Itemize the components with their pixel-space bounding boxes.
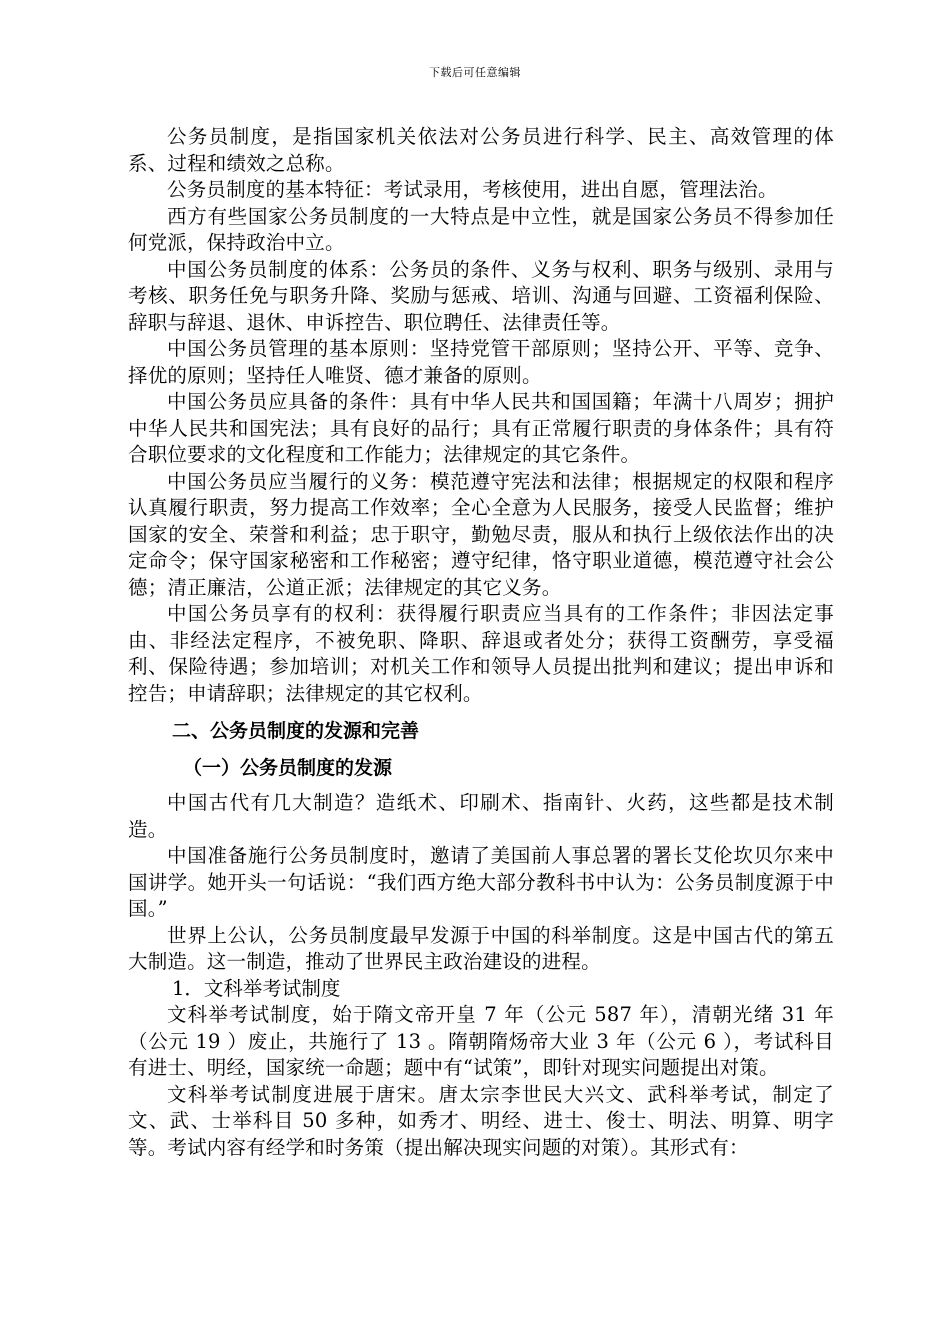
section-heading: 二、公务员制度的发源和完善 xyxy=(172,720,420,742)
page-header-note: 下载后可任意编辑 xyxy=(429,66,521,79)
paragraph: 公务员制度，是指国家机关依法对公务员进行科学、民主、高效管理的体系、过程和绩效之总称。 xyxy=(128,125,834,175)
numbered-item: 1．文科举考试制度 xyxy=(172,976,341,1000)
paragraph: 公务员制度的基本特征：考试录用，考核使用，进出自愿，管理法治。 xyxy=(167,178,778,201)
paragraph: 中国古代有几大制造？造纸术、印刷术、指南针、火药，这些都是技术制造。 xyxy=(128,791,834,841)
paragraph: 文科举考试制度，始于隋文帝开皇 7 年（公元 587 年），清朝光绪 31 年（公元 19 ）废止，共施行了 13 。隋朝隋炀帝大业 3 年（公元 6 ），考试科目有进士、明经，国家统一命题；题中有“试策”，即针对现实问题提出对策。 xyxy=(128,1003,834,1079)
subsection-heading: （一）公务员制度的发源 xyxy=(183,757,393,779)
paragraph: 中国公务员管理的基本原则：坚持党管干部原则；坚持公开、平等、竞争、择优的原则；坚持任人唯贤、德才兼备的原则。 xyxy=(128,337,834,387)
document-body xyxy=(128,124,834,1161)
paragraph: 中国准备施行公务员制度时，邀请了美国前人事总署的署长艾伦坎贝尔来中国讲学。她开头一句话说：“我们西方绝大部分教科书中认为：公务员制度源于中国。” xyxy=(128,844,834,920)
paragraph: 中国公务员制度的体系：公务员的条件、义务与权利、职务与级别、录用与考核、职务任免与职务升降、奖励与惩戒、培训、沟通与回避、工资福利保险、辞职与辞退、退休、申诉控告、职位聘任、法律责任等。 xyxy=(128,257,834,334)
paragraph: 世界上公认，公务员制度最早发源于中国的科举制度。这是中国古代的第五大制造。这一制造，推动了世界民主政治建设的进程。 xyxy=(128,923,834,973)
paragraph: 中国公务员应具备的条件：具有中华人民共和国国籍；年满十八周岁；拥护中华人民共和国宪法；具有良好的品行；具有正常履行职责的身体条件；具有符合职位要求的文化程度和工作能力；法律规定的其它条件。 xyxy=(128,390,834,466)
paragraph: 中国公务员应当履行的义务：模范遵守宪法和法律；根据规定的权限和程序认真履行职责，努力提高工作效率；全心全意为人民服务，接受人民监督；维护国家的安全、荣誉和利益；忠于职守，勤勉尽责，服从和执行上级依法作出的决定命令；保守国家秘密和工作秘密；遵守纪律，恪守职业道德，模范遵守社会公德；清正廉洁，公道正派；法律规定的其它义务。 xyxy=(128,469,834,599)
paragraph: 中国公务员享有的权利：获得履行职责应当具有的工作条件；非因法定事由、非经法定程序，不被免职、降职、辞退或者处分；获得工资酬劳，享受福利、保险待遇；参加培训；对机关工作和领导人员提出批判和建议；提出申诉和控告；申请辞职；法律规定的其它权利。 xyxy=(128,602,834,705)
paragraph: 西方有些国家公务员制度的一大特点是中立性，就是国家公务员不得参加任何党派，保持政治中立。 xyxy=(128,204,834,254)
paragraph: 文科举考试制度进展于唐宋。唐太宗李世民大兴文、武科举考试，制定了文、武、士举科目 50 多种，如秀才、明经、进士、俊士、明法、明算、明字等。考试内容有经学和时务策（提出解决现实问题的对策）。其形式有： xyxy=(128,1082,834,1159)
